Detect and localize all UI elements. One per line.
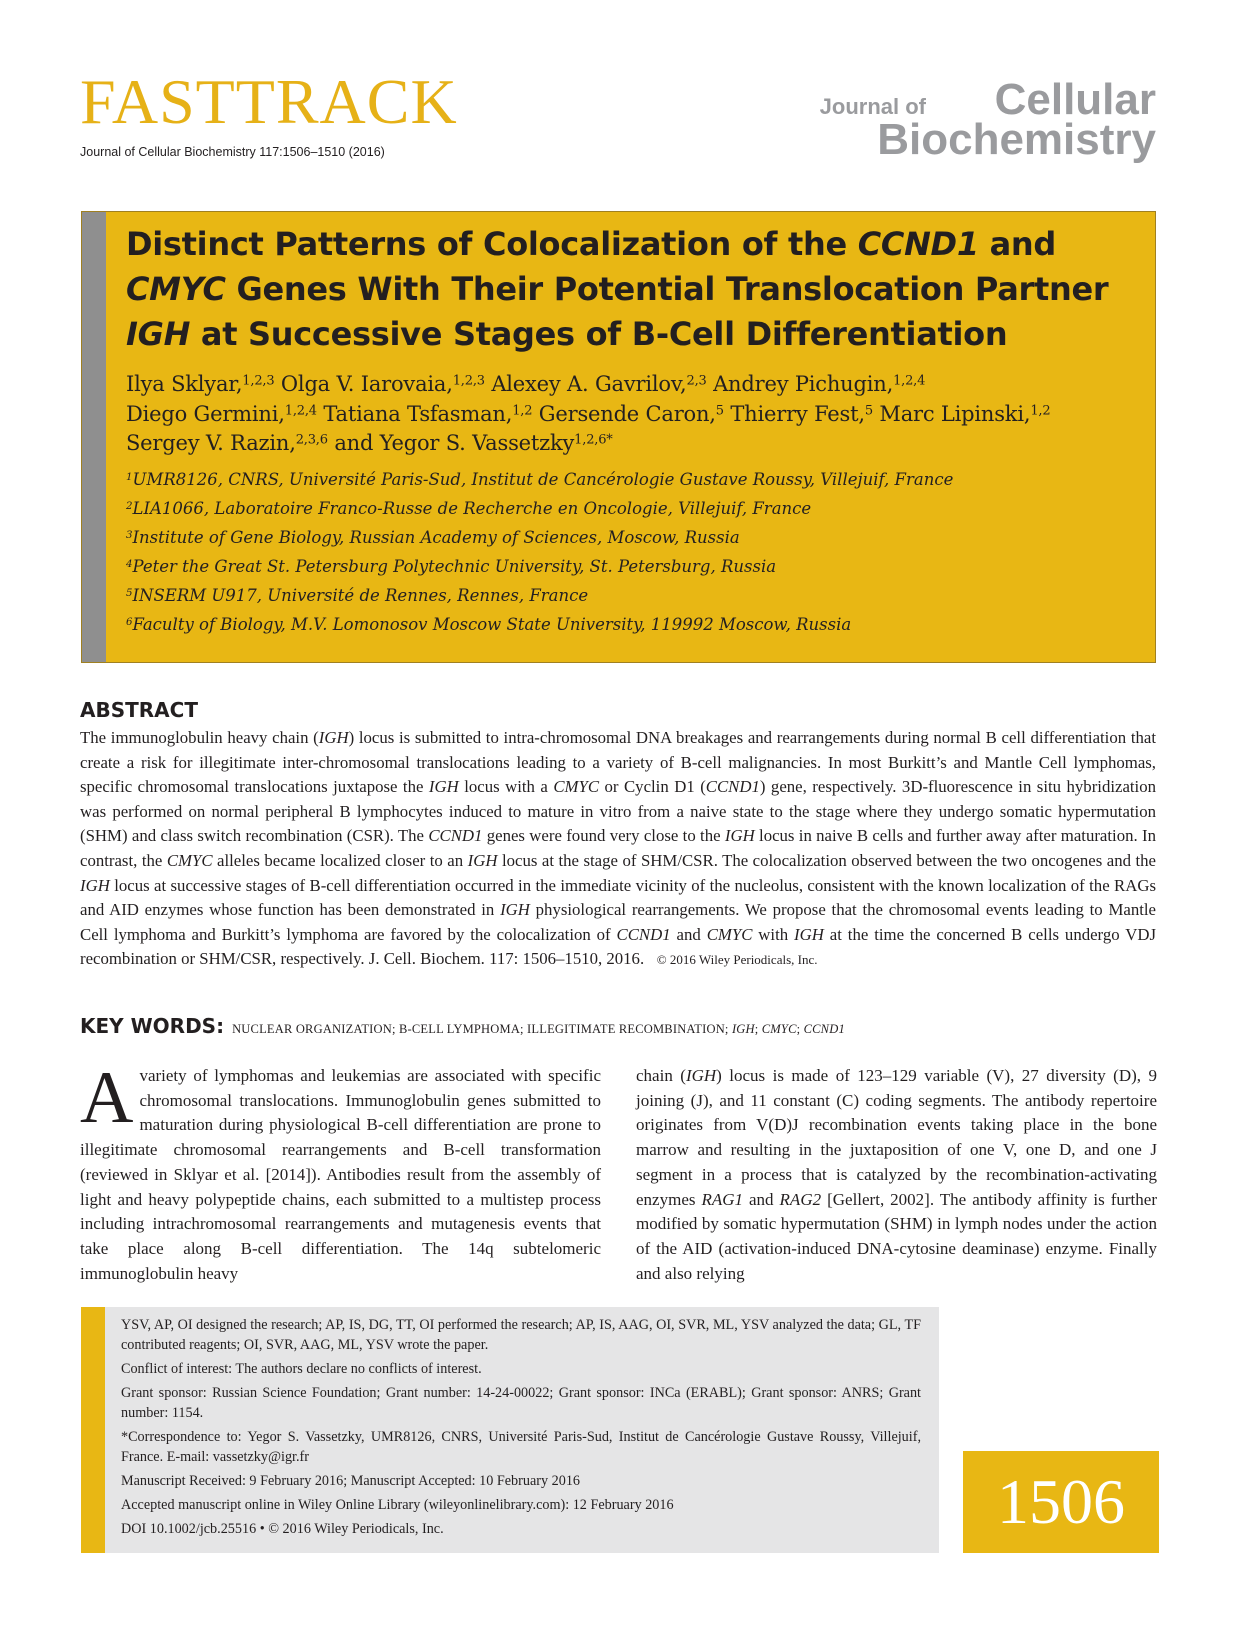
- author-name: Gersende Caron,: [538, 401, 716, 426]
- author-affiliation-marker: 1,2,6*: [574, 432, 613, 448]
- abstract-gene-name: IGH: [428, 777, 459, 797]
- keywords-list: [232, 1022, 845, 1036]
- author-name: Andrey Pichugin,: [713, 372, 894, 396]
- abstract-segment: locus at successive stages of B-cell differentiation occurred in the immediate vicinity of the nucleolus, consistent with the known localization of the RAGs and AID enzymes whose function has been demonstrated in: [80, 875, 1156, 920]
- abstract-body: [80, 728, 1156, 968]
- body-right-segment: chain (: [636, 1066, 686, 1085]
- author: [713, 372, 925, 396]
- author: [879, 402, 1050, 426]
- affiliation-text: UMR8126, CNRS, Université Paris-Sud, Institut de Cancérologie Gustave Roussy, Villejuif, France: [132, 470, 954, 489]
- author: [126, 431, 328, 455]
- page-number: 1506: [997, 1466, 1125, 1537]
- abstract-gene-name: CMYC: [553, 777, 600, 797]
- affiliation-number: 4: [126, 558, 133, 570]
- abstract-gene-name: IGH: [500, 900, 530, 920]
- body-right-segment: [Gellert, 2002]. The antibody affinity is further modified by somatic hypermutation (SHM) in lymph nodes under the action of the AID (activation-induced DNA-cytosine deaminase) enzyme. Finally and also relying: [636, 1189, 1157, 1283]
- logo-biochemistry: Biochemistry: [877, 115, 1156, 164]
- journal-citation: Journal of Cellular Biochemistry 117:1506–1510 (2016): [80, 145, 385, 159]
- abstract-segment: and: [670, 924, 707, 944]
- title-part-3: Genes With Their Potential Translocation Partner: [225, 270, 1109, 308]
- abstract-gene-name: IGH: [724, 826, 755, 846]
- affiliation-text: Peter the Great St. Petersburg Polytechnic University, St. Petersburg, Russia: [132, 557, 777, 576]
- title-box: [81, 211, 1156, 663]
- footnote-paragraph: DOI 10.1002/jcb.25516 • © 2016 Wiley Periodicals, Inc.: [121, 1521, 444, 1537]
- title-gene-ccnd1: CCND1: [857, 225, 979, 263]
- body-left-segment: variety of lymphomas and leukemias are associated with specific chromosomal translocations. Immunoglobulin genes submitted to maturation during physiological B-cell differentiation are prone to illegitimate chromosomal rearrangements and B-cell transformation (reviewed in Sklyar et al. [2014]). Antibodies result from the assembly of light and heavy polypeptide chains, each submitted to a multistep process including intrachromosomal rearrangements and mutagenesis events that take place along B-cell differentiation. The 14q subtelomeric immunoglobulin heavy: [80, 1066, 601, 1283]
- abstract-gene-name: CMYC: [166, 850, 213, 870]
- affiliation-number: 6: [126, 616, 133, 628]
- abstract-copyright: © 2016 Wiley Periodicals, Inc.: [656, 952, 818, 968]
- author: [730, 402, 873, 426]
- author-name: Sergey V. Razin,: [126, 431, 296, 455]
- abstract-gene-name: IGH: [794, 924, 824, 944]
- keywords-label: KEY WORDS:: [80, 1014, 225, 1038]
- author-affiliation-marker: 1,2,4: [284, 403, 317, 418]
- author-name: Tatiana Tsfasman,: [323, 401, 513, 426]
- author: [126, 402, 317, 426]
- affiliation-text: Institute of Gene Biology, Russian Academy of Sciences, Moscow, Russia: [132, 528, 740, 547]
- author: [281, 372, 485, 396]
- footnote-paragraph: Grant sponsor: Russian Science Foundation; Grant number: 14-24-00022; Grant sponsor: INCa (ERABL); Grant sponsor: ANRS; Grant number: 1154.: [121, 1385, 921, 1421]
- author-list: [126, 370, 1136, 459]
- footnote-accent-bar: [81, 1307, 105, 1553]
- author-affiliation-marker: 5: [864, 403, 873, 418]
- title-gene-cmyc: CMYC: [126, 270, 226, 308]
- abstract-segment: locus with a: [458, 777, 554, 797]
- footnote-paragraph: Manuscript Received: 9 February 2016; Manuscript Accepted: 10 February 2016: [121, 1473, 581, 1489]
- author: [126, 372, 274, 396]
- affiliation: [126, 552, 1136, 581]
- title-part-4: at Successive Stages of B-Cell Differentiation: [190, 315, 1008, 353]
- body-column-right: [636, 1064, 1157, 1286]
- body-right-segment: ) locus is made of 123–129 variable (V), 27 diversity (D), 9 joining (J), and 11 constant (C) coding segments. The antibody repertoire originates from V(D)J recombination events taking place in the bone marrow and resulting in the juxtaposition of one V, one D, and one J segment in a process that is catalyzed by the recombination-activating enzymes: [636, 1066, 1157, 1209]
- author-name: Thierry Fest,: [730, 401, 865, 426]
- keyword-gene-name: CMYC: [761, 1022, 797, 1036]
- body-text-left: [80, 1057, 601, 1283]
- logo-cellular: Cellular: [994, 75, 1156, 124]
- footnote-paragraph: *Correspondence to: Yegor S. Vassetzky, UMR8126, CNRS, Université Paris-Sud, Institut de Cancérologie Gustave Roussy, Villejuif, France. E-mail: vassetzky@igr.fr: [121, 1429, 921, 1465]
- abstract-segment: with: [752, 924, 795, 944]
- footnote-box: [81, 1307, 939, 1553]
- affiliation-text: LIA1066, Laboratoire Franco-Russe de Recherche en Oncologie, Villejuif, France: [132, 499, 812, 518]
- affiliation-list: [126, 465, 1136, 639]
- keyword-segment: NUCLEAR ORGANIZATION; B-CELL LYMPHOMA; ILLEGITIMATE RECOMBINATION;: [232, 1022, 732, 1036]
- abstract-segment: alleles became localized closer to an: [212, 850, 468, 870]
- affiliation-number: 2: [126, 500, 133, 512]
- keywords-line: [80, 1014, 1160, 1038]
- affiliation-text: Faculty of Biology, M.V. Lomonosov Moscow State University, 119992 Moscow, Russia: [132, 615, 852, 634]
- affiliation: [126, 465, 1136, 494]
- drop-cap: A: [80, 1057, 134, 1139]
- keyword-segment: ;: [796, 1022, 804, 1036]
- title-part-1: Distinct Patterns of Colocalization of the: [126, 225, 858, 263]
- body-text-right: [636, 1066, 1157, 1283]
- abstract-segment: ) locus is submitted to intra-chromosomal DNA breakages and rearrangements during normal B cell differentiation that create a risk for illegitimate inter-chromosomal translocations leading to a variety of B-cell malignancies. In most Burkitt’s and Mantle Cell lymphomas, specific chromosomal translocations juxtapose the: [80, 728, 1156, 797]
- author-affiliation-marker: 2,3: [686, 373, 707, 389]
- title-part-2: and: [978, 225, 1057, 263]
- abstract-gene-name: IGH: [318, 728, 349, 747]
- body-column-left: [80, 1057, 601, 1286]
- abstract-segment: locus at the stage of SHM/CSR. The colocalization observed between the two oncogenes and the: [497, 850, 1156, 870]
- body-right-segment: and: [743, 1189, 780, 1209]
- abstract-gene-name: IGH: [80, 875, 110, 895]
- author-affiliation-marker: 1,2: [512, 403, 533, 418]
- page-number-box: [963, 1451, 1159, 1553]
- title-box-accent-bar: [82, 212, 106, 662]
- keyword-gene-name: CCND1: [803, 1022, 845, 1036]
- abstract-gene-name: CMYC: [706, 924, 753, 944]
- author: [323, 402, 532, 426]
- abstract-segment: or Cyclin D1 (: [599, 777, 706, 797]
- abstract-segment: physiological rearrangements. We propose that the chromosomal events leading to Mantle Cell lymphoma and Burkitt’s lymphoma are favored by the colocalization of: [80, 900, 1157, 944]
- body-right-gene-name: IGH: [685, 1066, 717, 1085]
- author-affiliation-marker: 5: [715, 403, 724, 418]
- author: [539, 402, 724, 426]
- author-name: Diego Germini,: [126, 401, 285, 426]
- affiliation-number: 1: [126, 471, 133, 483]
- abstract-gene-name: IGH: [467, 850, 498, 870]
- author-affiliation-marker: 1,2,4: [893, 373, 926, 389]
- abstract-gene-name: CCND1: [705, 777, 760, 797]
- author: [334, 431, 612, 455]
- article-title: [126, 222, 1126, 357]
- author-affiliation-marker: 2,3,6: [295, 432, 328, 448]
- author-name: and Yegor S. Vassetzky: [334, 431, 575, 455]
- journal-logo: [786, 75, 1156, 173]
- abstract-gene-name: CCND1: [428, 826, 483, 846]
- affiliation: [126, 581, 1136, 610]
- affiliation: [126, 494, 1136, 523]
- author-affiliation-marker: 1,2,3: [452, 373, 485, 389]
- abstract-segment: locus in naive B cells and further away after maturation. In contrast, the: [80, 826, 1156, 870]
- abstract-segment: at the time the concerned B cells undergo VDJ recombination or SHM/CSR, respectively. J. Cell. Biochem. 117: 1506–1510, 2016.: [80, 924, 1156, 969]
- author-name: Marc Lipinski,: [879, 401, 1031, 426]
- title-gene-igh: IGH: [126, 315, 191, 353]
- abstract-segment: genes were found very close to the: [482, 826, 725, 846]
- author-name: Ilya Sklyar,: [126, 372, 243, 396]
- abstract-text: [80, 726, 1156, 973]
- keyword-gene-name: IGH: [731, 1022, 755, 1036]
- author-name: Olga V. Iarovaia,: [280, 372, 453, 396]
- author-affiliation-marker: 1,2,3: [242, 373, 275, 389]
- affiliation-number: 5: [126, 587, 133, 599]
- affiliation-number: 3: [126, 529, 133, 541]
- footnote-paragraph: Accepted manuscript online in Wiley Online Library (wileyonlinelibrary.com): 12 February 2016: [121, 1497, 674, 1513]
- logo-journal-of: Journal of: [819, 94, 926, 119]
- abstract-gene-name: CCND1: [616, 924, 671, 944]
- author: [491, 372, 706, 396]
- affiliation: [126, 523, 1136, 552]
- author-affiliation-marker: 1,2: [1030, 403, 1051, 418]
- affiliation: [126, 610, 1136, 639]
- abstract-segment: The immunoglobulin heavy chain (: [80, 728, 319, 747]
- footnote-paragraph: YSV, AP, OI designed the research; AP, IS, DG, TT, OI performed the research; AP, IS, AAG, OI, SVR, ML, YSV analyzed the data; GL, TF contributed reagents; OI, SVR, AAG, ML, YSV wrote the paper.: [121, 1317, 921, 1353]
- abstract-heading: ABSTRACT: [80, 698, 198, 722]
- footnote-text: [121, 1315, 921, 1543]
- abstract-segment: ) gene, respectively. 3D-fluorescence in situ hybridization was performed on normal peripheral B lymphocytes induced to mature in vitro from a naive state to the stage where they undergo somatic hypermutation (SHM) and class switch recombination (CSR). The: [80, 777, 1157, 846]
- footnote-paragraph: Conflict of interest: The authors declare no conflicts of interest.: [121, 1361, 482, 1377]
- body-right-gene-name: RAG1: [701, 1189, 744, 1209]
- fasttrack-banner: FASTTRACK: [80, 66, 458, 137]
- affiliation-text: INSERM U917, Université de Rennes, Rennes, France: [132, 586, 589, 605]
- body-right-gene-name: RAG2: [779, 1189, 822, 1209]
- keyword-segment: ;: [754, 1022, 762, 1036]
- author-name: Alexey A. Gavrilov,: [491, 372, 687, 396]
